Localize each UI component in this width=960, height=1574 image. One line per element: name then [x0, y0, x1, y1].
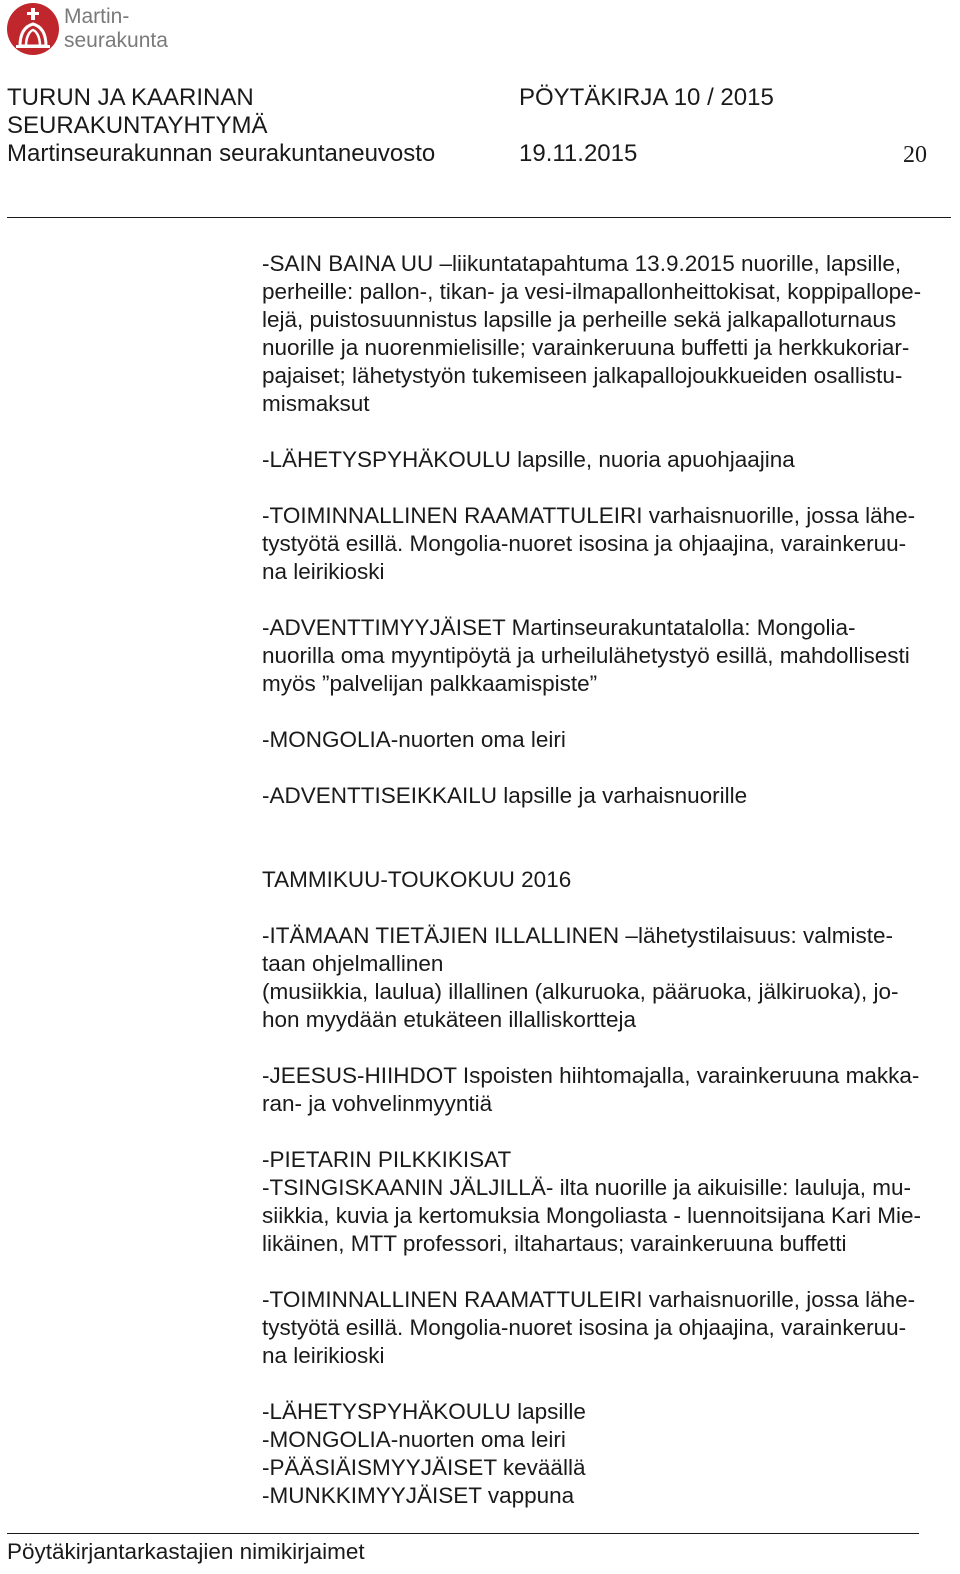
minutes-body	[262, 250, 956, 1510]
logo-wordmark	[64, 5, 168, 53]
org-name-line-3: Martinseurakunnan seurakuntaneuvosto	[7, 140, 436, 167]
page-number: 20	[903, 142, 927, 168]
paragraph-lahetyspyhakoulu: -LÄHETYSPYHÄKOULU lapsille, nuoria apuohjaajina	[262, 447, 795, 472]
org-name-line-1: TURUN JA KAARINAN	[7, 84, 254, 111]
martinseurakunta-emblem-icon	[6, 2, 60, 56]
paragraph-sain-baina-uu: -SAIN BAINA UU –liikuntatapahtuma 13.9.2015 nuorille, lapsille, perheille: pallon-, tikan- ja vesi-ilmapallonheittokisat, koppipallope- lejä, puistosuunnistus lapsille ja perheille sekä jalkapalloturnaus nuorille ja nuorenmielisille; varainkeruuna buffetti ja herkkukoriar- pajaiset; lähetystyön tukemiseen jalkapallojoukkueiden osallistu- mismaksut	[262, 251, 922, 416]
paragraph-jeesus-hiihdot: -JEESUS-HIIHDOT Ispoisten hiihtomajalla, varainkeruuna makka- ran- ja vohvelinmyyntiä	[262, 1063, 920, 1116]
document-date: 19.11.2015	[519, 140, 638, 167]
logo	[6, 2, 186, 58]
paragraph-raamattuleiri: -TOIMINNALLINEN RAAMATTULEIRI varhaisnuorille, jossa lähe- tystyötä esillä. Mongolia-nuoret isosina ja ohjaajina, varainkeruu- na leirikioski	[262, 503, 916, 584]
logo-line-1: Martin-	[64, 5, 130, 28]
paragraph-itamaan-tietajat: -ITÄMAAN TIETÄJIEN ILLALLINEN –lähetystilaisuus: valmiste- taan ohjelmallinen (musiikkia, laulua) illallinen (alkuruoka, pääruoka, jälkiruoka), jo- hon myydään etukäteen illalliskortteja	[262, 923, 899, 1032]
footer-initials-label: Pöytäkirjantarkastajien nimikirjaimet	[7, 1539, 365, 1564]
paragraph-adventtimyyjaiset: -ADVENTTIMYYJÄISET Martinseurakuntatalolla: Mongolia- nuorilla oma myyntipöytä ja urheilulähetystyö esillä, mahdollisesti myös ”palvelijan palkkaamispiste”	[262, 615, 910, 696]
paragraph-pilkkikisat-tsingiskaani: -PIETARIN PILKKIKISAT -TSINGISKAANIN JÄLJILLÄ- ilta nuorille ja aikuisille: lauluja, mu- siikkia, kuvia ja kertomuksia Mongoliasta - luennoitsijana Kari Mie- likäinen, MTT professori, iltahartaus; varainkeruuna buffetti	[262, 1147, 922, 1256]
paragraph-spring-events: -LÄHETYSPYHÄKOULU lapsille -MONGOLIA-nuorten oma leiri -PÄÄSIÄISMYYJÄISET keväällä -MUNKKIMYYJÄISET vappuna	[262, 1399, 586, 1508]
footer-divider	[7, 1533, 919, 1534]
paragraph-raamattuleiri-2016: -TOIMINNALLINEN RAAMATTULEIRI varhaisnuorille, jossa lähe- tystyötä esillä. Mongolia-nuoret isosina ja ohjaajina, varainkeruu- na leirikioski	[262, 1287, 916, 1368]
section-heading-2016: TAMMIKUU-TOUKOKUU 2016	[262, 867, 572, 892]
document-title: PÖYTÄKIRJA 10 / 2015	[519, 84, 774, 111]
paragraph-adventtiseikkailu: -ADVENTTISEIKKAILU lapsille ja varhaisnuorille	[262, 783, 748, 808]
org-name-line-2: SEURAKUNTAYHTYMÄ	[7, 112, 268, 139]
header-divider	[7, 217, 951, 218]
logo-line-2: seurakunta	[64, 29, 168, 52]
paragraph-mongolia-leiri: -MONGOLIA-nuorten oma leiri	[262, 727, 566, 752]
